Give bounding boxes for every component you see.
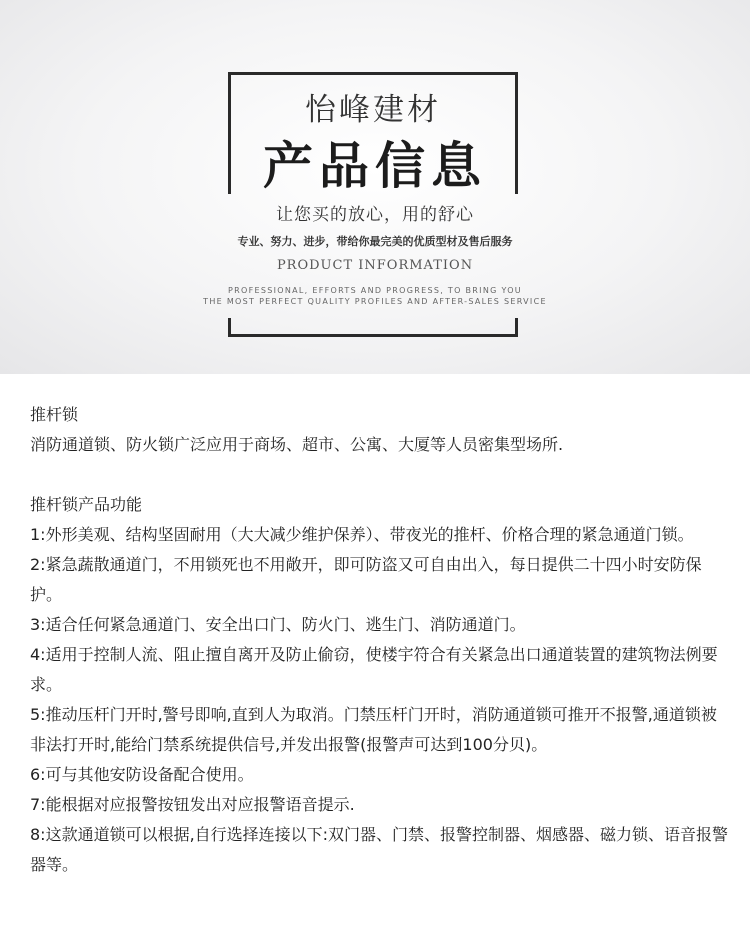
brand-name: 怡峰建材 xyxy=(305,92,441,128)
feature-item: 5:推动压杆门开时,警号即响,直到人为取消。门禁压杆门开时，消防通道锁可推开不报警,通道锁被非法打开时,能给门禁系统提供信号,并发出报警(报警声可达到100分贝)。 xyxy=(30,705,717,754)
feature-item: 6:可与其他安防设备配合使用。 xyxy=(30,765,254,784)
english-tagline-2: THE MOST PERFECT QUALITY PROFILES AND AFTER-SALES SERVICE xyxy=(203,297,547,306)
feature-item: 2:紧急蔬散通道门，不用锁死也不用敞开，即可防盗又可自由出入，每日提供二十四小时安防保护。 xyxy=(30,555,702,604)
header-banner xyxy=(0,0,750,374)
spacer xyxy=(30,460,730,490)
frame-bottom-border xyxy=(228,318,518,337)
tagline-cn: 专业、努力、进步，带给你最完美的优质型材及售后服务 xyxy=(237,235,513,248)
slogan: 让您买的放心，用的舒心 xyxy=(276,205,474,225)
intro-text: 消防通道锁、防火锁广泛应用于商场、超市、公寓、大厦等人员密集型场所. xyxy=(30,435,564,454)
section-heading-lock: 推杆锁 xyxy=(30,405,79,424)
feature-item: 4:适用于控制人流、阻止擅自离开及防止偷窃，使楼宇符合有关紧急出口通道装置的建筑物法例要求。 xyxy=(30,645,718,694)
feature-item: 1:外形美观、结构坚固耐用（大大减少维护保养）、带夜光的推杆、价格合理的紧急通道门锁。 xyxy=(30,525,694,544)
feature-item: 3:适合任何紧急通道门、安全出口门、防火门、逃生门、消防通道门。 xyxy=(30,615,526,634)
english-title: PRODUCT INFORMATION xyxy=(276,258,474,273)
feature-item: 8:这款通道锁可以根据,自行选择连接以下:双门器、门禁、报警控制器、烟感器、磁力锁、语音报警器等。 xyxy=(30,825,729,874)
feature-item: 7:能根据对应报警按钮发出对应报警语音提示. xyxy=(30,795,355,814)
section-heading-features: 推杆锁产品功能 xyxy=(30,495,143,514)
page-title: 产品信息 xyxy=(263,137,487,195)
product-description xyxy=(30,400,730,880)
english-tagline-1: PROFESSIONAL, EFFORTS AND PROGRESS, TO BRING YOU xyxy=(228,286,522,295)
